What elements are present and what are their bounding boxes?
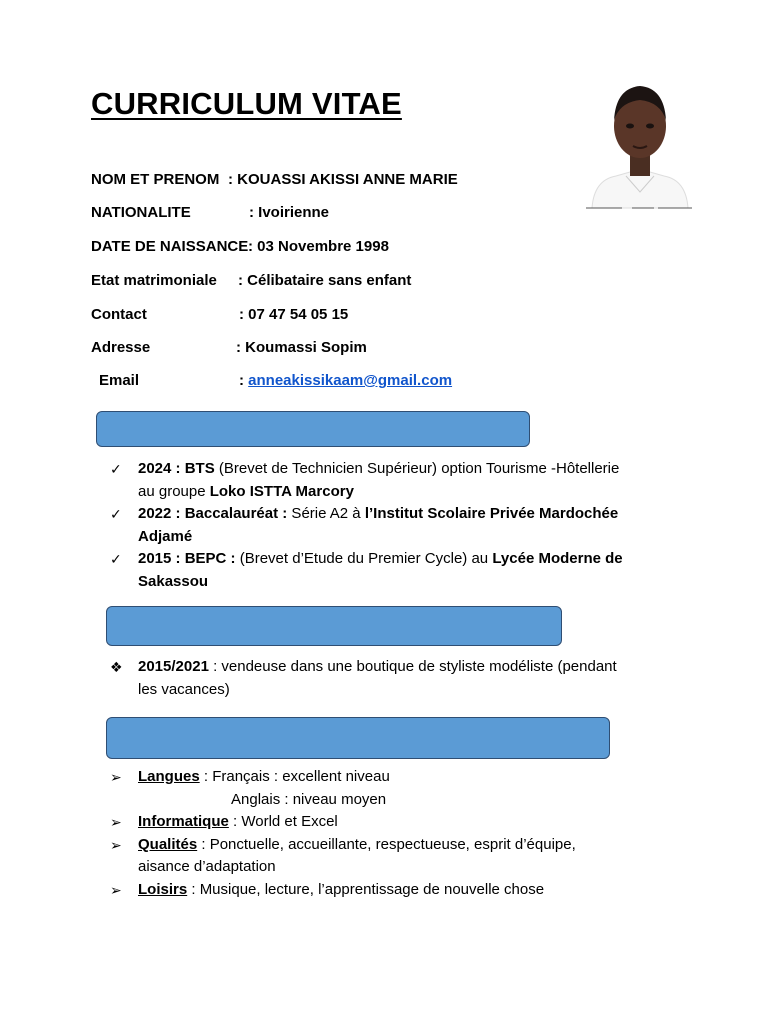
arrowhead-icon: ➢ — [110, 814, 122, 830]
page-title: CURRICULUM VITAE — [91, 86, 402, 121]
list-item: ✓ 2015 : BEPC : (Brevet d’Etude du Premier Cycle) au Lycée Moderne de Sakassou — [110, 550, 623, 590]
contact-value: : 07 47 54 05 15 — [239, 306, 349, 323]
nationality-label: NATIONALITE — [91, 204, 191, 221]
experience-section-bar — [106, 606, 562, 646]
profile-photo — [586, 80, 694, 210]
nationality-value: : Ivoirienne — [249, 204, 330, 221]
arrowhead-icon: ➢ — [110, 836, 122, 853]
name-value: : KOUASSI AKISSI ANNE MARIE — [228, 171, 458, 188]
experience-list — [110, 656, 690, 701]
contact-label: Contact — [91, 306, 147, 323]
list-item: ➢ Loisirs : Musique, lecture, l’apprentissage de nouvelle chose — [110, 879, 690, 902]
skills-section-bar — [106, 717, 610, 759]
list-item: ❖ 2015/2021 : vendeuse dans une boutique de styliste modéliste (pendant les vacances) — [110, 658, 617, 698]
email-separator: : — [239, 372, 249, 389]
list-item: ✓ 2022 : Baccalauréat : Série A2 à l’Institut Scolaire Privée Mardochée Adjamé — [110, 505, 619, 545]
education-list — [110, 458, 690, 593]
email-label: Email — [99, 372, 140, 389]
marital-value: : Célibataire sans enfant — [238, 272, 412, 289]
address-label: Adresse — [91, 339, 151, 356]
check-mark-icon: ✓ — [110, 461, 122, 477]
list-item: ➢ Qualités : Ponctuelle, accueillante, respectueuse, esprit d’équipe, aisance d’adaptation — [110, 835, 576, 875]
check-mark-icon: ✓ — [110, 506, 122, 522]
email-link[interactable]: anneakissikaam@gmail.com — [248, 372, 453, 389]
name-label: NOM ET PRENOM — [91, 171, 220, 188]
arrowhead-icon: ➢ — [110, 769, 122, 785]
marital-label: Etat matrimoniale — [91, 272, 217, 289]
education-section-bar — [96, 411, 530, 447]
birth-value: : 03 Novembre 1998 — [248, 238, 389, 255]
birth-label: DATE DE NAISSANCE — [91, 238, 249, 255]
skills-list — [110, 766, 690, 901]
list-item: ➢ Langues : Français : excellent niveau Anglais : niveau moyen — [110, 768, 390, 808]
address-value: : Koumassi Sopim — [236, 339, 367, 356]
diamond-four-icon: ❖ — [110, 659, 123, 675]
check-mark-icon: ✓ — [110, 551, 122, 567]
list-item: ➢ Informatique : World et Excel — [110, 811, 690, 834]
list-item: ✓ 2024 : BTS (Brevet de Technicien Supérieur) option Tourisme -Hôtellerie au groupe Loko ISTTA Marcory — [110, 460, 620, 500]
arrowhead-icon: ➢ — [110, 881, 122, 898]
